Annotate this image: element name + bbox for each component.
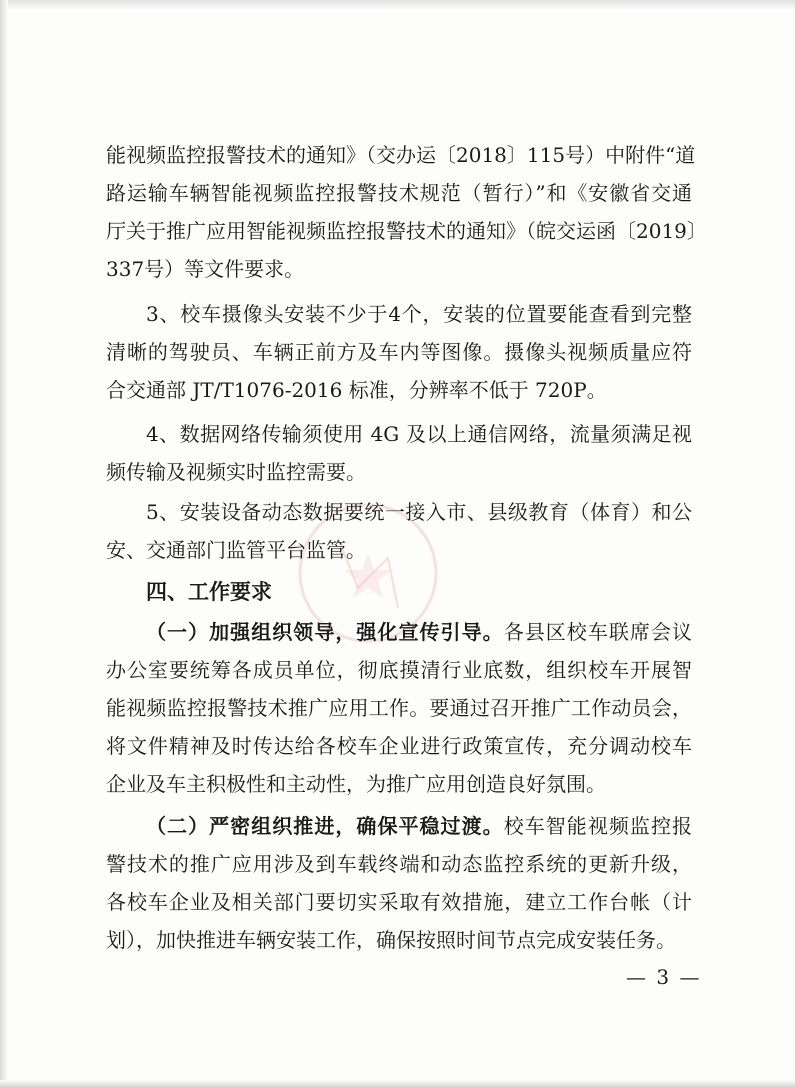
text-segment: 各县区校车联席会议 (503, 620, 693, 644)
text-line: 安、交通部门监管平台监管。 (106, 538, 366, 562)
text-line: 厅关于推广应用智能视频监控报警技术的通知》（皖交运函〔2019〕 (106, 219, 707, 243)
text-line: 将文件精神及时传达给各校车企业进行政策宣传，充分调动校车 (106, 734, 692, 758)
text-line: 办公室要统筹各成员单位，彻底摸清行业底数，组织校车开展智 (106, 658, 692, 682)
text-line: 各校车企业及相关部门要切实采取有效措施，建立工作台帐（计 (106, 890, 692, 914)
text-line: 能视频监控报警技术的通知》（交办运〔2018〕115号）中附件“道 (106, 143, 696, 167)
scan-edge-top (0, 0, 795, 10)
text-line: 能视频监控报警技术推广应用工作。要通过召开推广工作动员会， (106, 696, 692, 720)
text-line: 企业及车主积极性和主动性，为推广应用创造良好氛围。 (106, 772, 606, 796)
text-line: 3、校车摄像头安装不少于4个，安装的位置要能查看到完整 (146, 302, 692, 326)
page-number: — 3 — (626, 965, 702, 989)
text-line: 4、数据网络传输须使用 4G 及以上通信网络，流量须满足视 (146, 422, 692, 446)
text-line: 划），加快推进车辆安装工作，确保按照时间节点完成安装任务。 (106, 928, 676, 952)
text-line: 路运输车辆智能视频监控报警技术规范（暂行）”和《安徽省交通 (106, 181, 692, 205)
text-segment: 校车智能视频监控报 (503, 814, 693, 838)
scan-edge-left (0, 0, 8, 1088)
text-line (146, 811, 692, 841)
paragraph-lead: （二）严密组织推进，确保平稳过渡。 (146, 814, 504, 838)
section-heading: 四、工作要求 (146, 580, 272, 604)
text-line: 337号）等文件要求。 (106, 257, 305, 281)
text-line: 合交通部 JT/T1076-2016 标准，分辨率不低于 720P。 (106, 378, 607, 402)
text-line: 频传输及视频实时监控需要。 (106, 460, 366, 484)
paragraph-lead: （一）加强组织领导，强化宣传引导。 (146, 620, 504, 644)
text-line: 清晰的驾驶员、车辆正前方及车内等图像。摄像头视频质量应符 (106, 340, 692, 364)
text-line: 5、安装设备动态数据要统一接入市、县级教育（体育）和公 (146, 500, 692, 524)
scan-edge-bottom (0, 1080, 795, 1088)
text-line: 警技术的推广应用涉及到车载终端和动态监控系统的更新升级， (106, 852, 692, 876)
text-line (146, 617, 692, 647)
